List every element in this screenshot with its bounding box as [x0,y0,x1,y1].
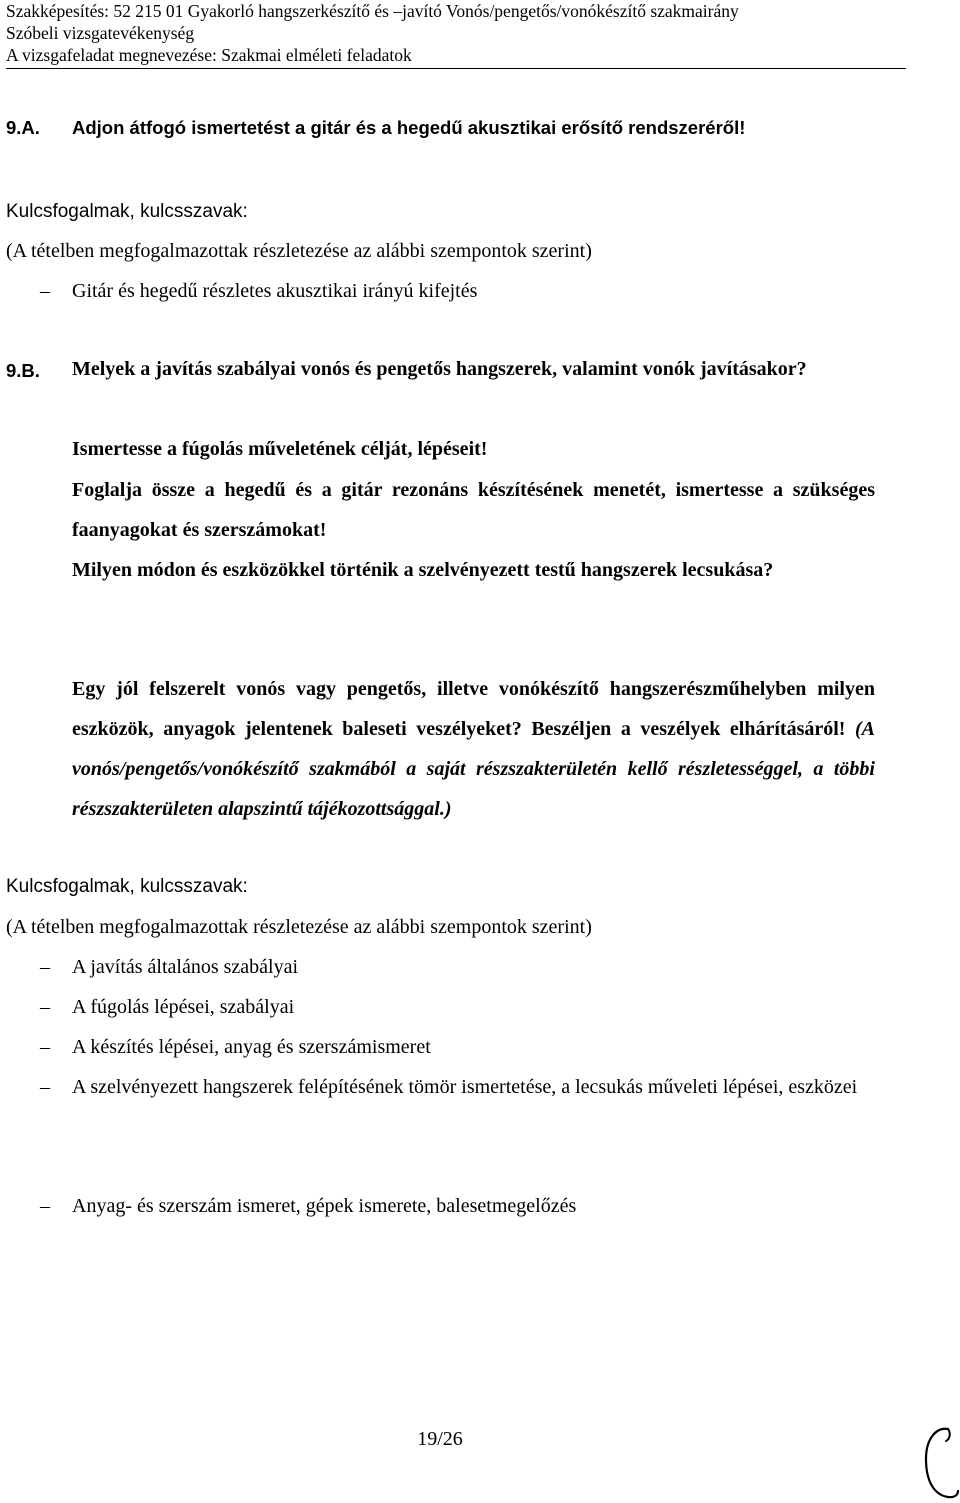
safety-note: (A vonós/pengetős/vonókészítő szakmából a saját részszakterületén kellő részletességgel, a többi részszakterületen alapszintű tájékozottsággal.) [72,718,875,820]
question-a-number: 9.A. [6,117,40,138]
keywords-intro-b: (A tételben megfogalmazottak részletezése az alábbi szempontok szerint) [6,916,592,938]
header-exam-type: Szóbeli vizsgatevékenység [6,23,195,43]
handwritten-mark [918,1425,960,1503]
question-b-4: Milyen módon és eszközökkel történik a szelvényezett testű hangszerek lecsukása? [72,559,774,581]
question-b-number: 9.B. [6,360,40,381]
keywords-title-b: Kulcsfogalmak, kulcsszavak: [6,876,248,897]
keyword-item-text: A szelvényezett hangszerek felépítésének tömör ismertetése, a lecsukás műveleti lépései, eszközei [72,1076,858,1098]
keywords-intro-a: (A tételben megfogalmazottak részletezése az alábbi szempontok szerint) [6,240,592,262]
dash-bullet: – [40,996,50,1018]
dash-bullet: – [40,1076,50,1098]
keyword-item-b-4 [40,1067,874,1147]
keywords-title-a: Kulcsfogalmak, kulcsszavak: [6,201,248,222]
safety-question-text: Egy jól felszerelt vonós vagy pengetős, illetve vonókészítő hangszerészműhelyben milyen eszközök, anyagok jelentenek baleseti veszélyeket? Beszéljen a veszélyek elhárításáról! [72,678,875,740]
question-a-text: Adjon átfogó ismertetést a gitár és a hegedű akusztikai erősítő rendszeréről! [72,117,746,138]
page-number: 19/26 [417,1428,463,1450]
dash-bullet: – [40,956,50,978]
header-task-name: A vizsgafeladat megnevezése: Szakmai elméleti feladatok [6,45,412,65]
dash-bullet: – [40,1036,50,1058]
question-b-3: Foglalja össze a hegedű és a gitár rezonáns készítésének menetét, ismertesse a szükséges faanyagokat és szerszámokat! [72,479,875,541]
keyword-item-text: Gitár és hegedű részletes akusztikai irányú kifejtés [72,280,478,302]
header-qualification: Szakképesítés: 52 215 01 Gyakorló hangszerkészítő és –javító Vonós/pengetős/vonókészítő szakmairány [6,1,739,21]
keyword-item-text: A készítés lépései, anyag és szerszámismeret [72,1036,431,1058]
question-b-1: Melyek a javítás szabályai vonós és pengetős hangszerek, valamint vonók javításakor? [72,358,807,380]
page-header [6,0,906,69]
keyword-item-text: A fúgolás lépései, szabályai [72,996,295,1018]
keyword-item-text: A javítás általános szabályai [72,956,299,978]
question-b-2: Ismertesse a fúgolás műveletének célját, lépéseit! [72,438,488,460]
safety-question [72,669,875,829]
keyword-item-text: Anyag- és szerszám ismeret, gépek ismerete, balesetmegelőzés [72,1195,577,1217]
dash-bullet: – [40,1195,50,1217]
dash-bullet: – [40,280,50,302]
